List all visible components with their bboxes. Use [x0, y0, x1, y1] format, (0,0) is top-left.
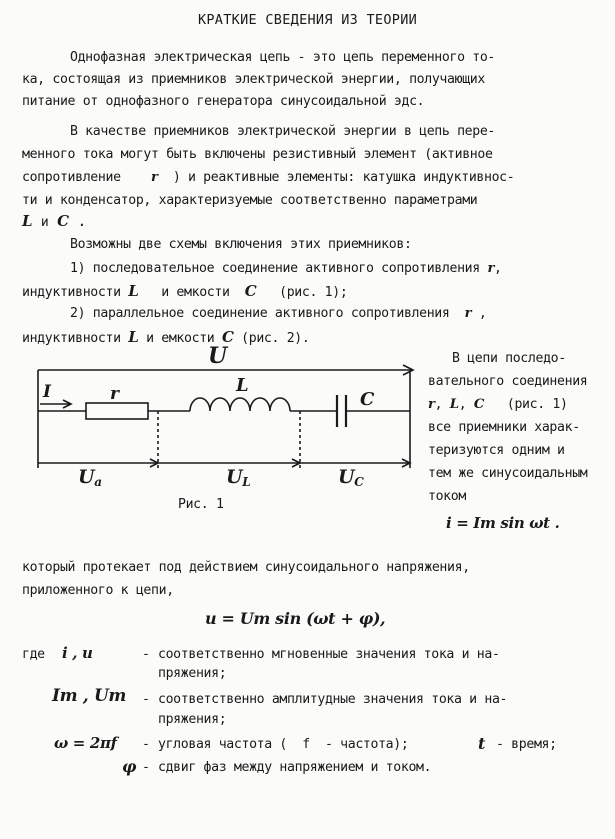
paragraph-3-line-2: 1) последовательное соединение активного сопротивления r,: [70, 261, 502, 276]
def-3-time: - время;: [496, 737, 557, 752]
defs-where: где: [22, 647, 45, 662]
paragraph-3-line-4: 2) параллельное соединение активного сопротивления r ,: [70, 306, 487, 321]
def-2-text: соответственно амплитудные значения тока и на-: [158, 692, 508, 707]
resistor-symbol: [86, 403, 148, 419]
label-ul: UL: [226, 466, 251, 489]
paragraph-1-line-2: ка, состоящая из приемников электрической энергии, получающих: [22, 72, 485, 87]
label-ua: Ua: [78, 466, 102, 489]
paragraph-2-line-4: ти и конденсатор, характеризуемые соответственно параметрами: [22, 193, 478, 208]
label-uc: UC: [338, 466, 364, 489]
def-3-dash: -: [142, 737, 150, 752]
paragraph-4-line-1: который протекает под действием синусоидального напряжения,: [22, 560, 470, 575]
def-2-dash: -: [142, 692, 150, 707]
def-3-symbol: ω = 2πf: [54, 734, 117, 752]
def-3-t-symbol: t: [478, 734, 486, 753]
label-r: r: [110, 384, 119, 404]
side-line-2: вательного соединения: [428, 374, 588, 389]
label-l: L: [236, 375, 249, 396]
def-1-dash: -: [142, 647, 150, 662]
label-u: U: [208, 343, 227, 369]
paragraph-1-line-3: питание от однофазного генератора синусоидальной эдс.: [22, 94, 425, 109]
page-title: КРАТКИЕ СВЕДЕНИЯ ИЗ ТЕОРИИ: [197, 12, 418, 28]
def-1-symbol: i , u: [62, 644, 93, 662]
paragraph-2-line-2: менного тока могут быть включены резистивный элемент (активное: [22, 147, 493, 162]
side-line-1: В цепи последо-: [452, 351, 566, 366]
current-formula: i = Im sin ωt .: [446, 514, 560, 532]
paragraph-2-line-3: сопротивление r ) и реактивные элементы: катушка индуктивнос-: [22, 170, 515, 185]
side-line-6: тем же синусоидальным: [428, 466, 588, 481]
side-line-7: током: [428, 489, 466, 504]
side-line-3: r, L, C (рис. 1): [428, 397, 568, 412]
def-1-text: соответственно мгновенные значения тока и на-: [158, 647, 500, 662]
paragraph-3-line-1: Возможны две схемы включения этих приемников:: [70, 237, 412, 252]
label-c: C: [360, 389, 374, 410]
def-4-text: сдвиг фаз между напряжением и током.: [158, 760, 432, 775]
def-2-symbol: Im , Um: [52, 686, 127, 706]
paragraph-2-line-1: В качестве приемников электрической энергии в цепь пере-: [70, 124, 496, 139]
def-1-text-cont: пряжения;: [158, 666, 227, 681]
def-3-text: угловая частота ( f - частота);: [158, 737, 409, 752]
paragraph-1-line-1: Однофазная электрическая цепь - это цепь переменного то-: [70, 50, 496, 65]
side-line-4: все приемники харак-: [428, 420, 580, 435]
circuit-diagram: [18, 343, 420, 513]
paragraph-4-line-2: приложенного к цепи,: [22, 583, 174, 598]
paragraph-3-line-5: индуктивности L и емкости C (рис. 2).: [22, 328, 310, 346]
def-4-dash: -: [142, 760, 150, 775]
paragraph-2-line-5: L и C .: [22, 212, 87, 230]
def-2-text-cont: пряжения;: [158, 712, 227, 727]
def-4-symbol: φ: [122, 757, 137, 776]
paragraph-3-line-3: индуктивности L и емкости C (рис. 1);: [22, 282, 348, 300]
figure-caption: Рис. 1: [178, 497, 224, 512]
inductor-coil: [190, 398, 290, 411]
voltage-formula: u = Um sin (ωt + φ),: [205, 609, 386, 628]
side-line-5: теризуются одним и: [428, 443, 565, 458]
label-i: I: [43, 382, 51, 402]
